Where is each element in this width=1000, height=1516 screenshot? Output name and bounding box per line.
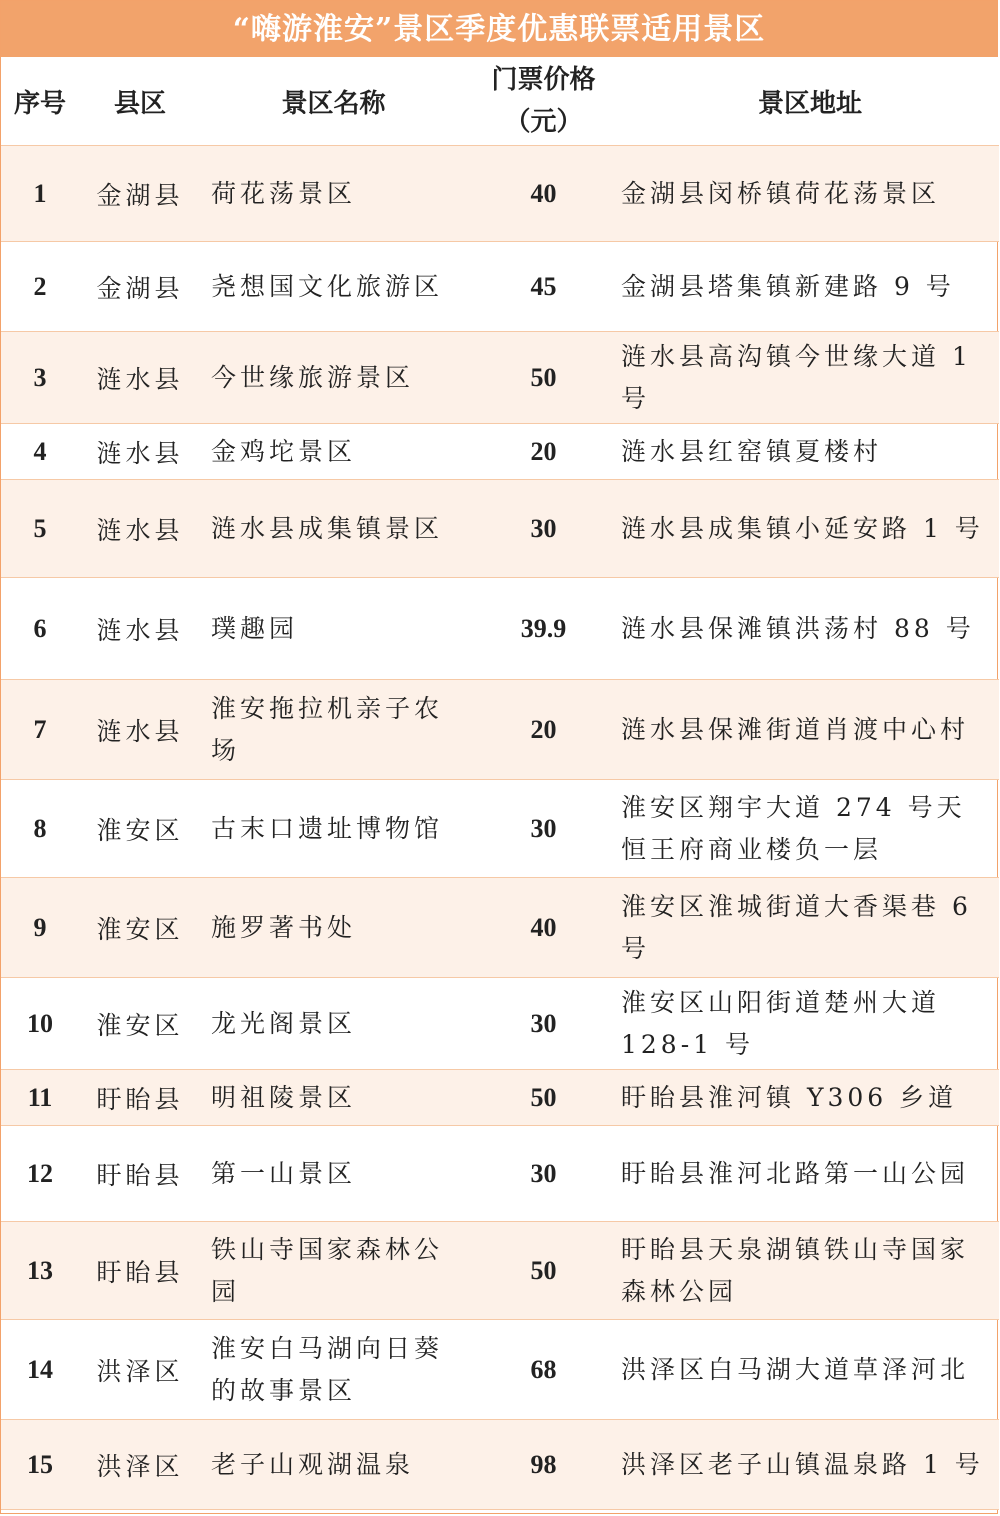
table-row [1,332,999,424]
row-county: 涟水县 [79,332,201,424]
row-price: 50 [466,1070,621,1126]
row-no: 4 [1,424,79,480]
row-name: 古末口遗址博物馆 [201,780,466,878]
row-price: 98 [466,1420,621,1510]
row-price: 30 [466,1126,621,1222]
table-row [1,878,999,978]
row-name: 璞趣园 [201,578,466,680]
row-price: 50 [466,332,621,424]
table-row [1,1320,999,1420]
row-price: 68 [466,1320,621,1420]
table-row [1,680,999,780]
table-row [1,978,999,1070]
row-name: 龙光阁景区 [201,978,466,1070]
row-no: 5 [1,480,79,578]
row-no: 14 [1,1320,79,1420]
row-name: 涟水县成集镇景区 [201,480,466,578]
row-address: 涟水县高沟镇今世缘大道 1 号 [621,332,999,424]
row-name: 荷花荡景区 [201,146,466,242]
row-price: 40 [466,878,621,978]
row-address: 盱眙县淮河镇 Y306 乡道 [621,1070,999,1126]
row-address: 淮安区淮城街道大香渠巷 6 号 [621,878,999,978]
row-price: 30 [466,978,621,1070]
row-no: 3 [1,332,79,424]
row-no: 6 [1,578,79,680]
row-name: 铁山寺国家森林公园 [201,1222,466,1320]
row-county: 洪泽区 [79,1320,201,1420]
table-header-row [1,57,999,146]
row-name: 今世缘旅游景区 [201,332,466,424]
row-address: 涟水县保滩街道肖渡中心村 [621,680,999,780]
header-address: 景区地址 [621,57,999,146]
row-county: 淮安区 [79,878,201,978]
row-address: 淮安区翔宇大道 274 号天恒王府商业楼负一层 [621,780,999,878]
row-county: 涟水县 [79,424,201,480]
row-name: 施罗著书处 [201,878,466,978]
row-county: 盱眙县 [79,1070,201,1126]
row-county: 淮安区 [79,978,201,1070]
row-address: 金湖县闵桥镇荷花荡景区 [621,146,999,242]
row-county: 洪泽区 [79,1420,201,1510]
row-price: 30 [466,780,621,878]
row-address: 淮安区山阳街道楚州大道 128-1 号 [621,978,999,1070]
row-address: 涟水县成集镇小延安路 1 号 [621,480,999,578]
table-row [1,780,999,878]
row-no: 2 [1,242,79,332]
row-name: 明祖陵景区 [201,1070,466,1126]
header-price [466,57,621,146]
row-address: 盱眙县天泉湖镇铁山寺国家森林公园 [621,1222,999,1320]
row-name: 第一山景区 [201,1126,466,1222]
table-row [1,1126,999,1222]
row-no: 11 [1,1070,79,1126]
table-row [1,1222,999,1320]
row-price: 45 [466,242,621,332]
row-county: 涟水县 [79,480,201,578]
row-county: 涟水县 [79,680,201,780]
row-county: 淮安区 [79,780,201,878]
table-row [1,146,999,242]
row-address: 涟水县保滩镇洪荡村 88 号 [621,578,999,680]
row-no: 10 [1,978,79,1070]
table-row [1,480,999,578]
table-row [1,424,999,480]
table-row [1,578,999,680]
row-county: 盱眙县 [79,1222,201,1320]
table-row [1,1070,999,1126]
row-address: 盱眙县淮河北路第一山公园 [621,1126,999,1222]
row-address: 洪泽区白马湖大道草泽河北 [621,1320,999,1420]
row-address: 洪泽区老子山镇温泉路 1 号 [621,1420,999,1510]
row-name: 尧想国文化旅游区 [201,242,466,332]
row-price: 50 [466,1222,621,1320]
row-no: 9 [1,878,79,978]
row-county: 金湖县 [79,242,201,332]
row-no: 13 [1,1222,79,1320]
scenic-spot-table [1,57,999,1510]
row-price: 40 [466,146,621,242]
header-county: 县区 [79,57,201,146]
header-no: 序号 [1,57,79,146]
row-address: 金湖县塔集镇新建路 9 号 [621,242,999,332]
header-name: 景区名称 [201,57,466,146]
row-price: 20 [466,680,621,780]
row-no: 15 [1,1420,79,1510]
table-title: “嗨游淮安”景区季度优惠联票适用景区 [1,1,997,57]
row-name: 金鸡坨景区 [201,424,466,480]
table-row [1,1420,999,1510]
row-no: 1 [1,146,79,242]
row-no: 8 [1,780,79,878]
row-no: 7 [1,680,79,780]
row-county: 盱眙县 [79,1126,201,1222]
row-price: 20 [466,424,621,480]
header-price-line1: 门票价格 [491,65,596,95]
row-name: 淮安白马湖向日葵的故事景区 [201,1320,466,1420]
row-county: 涟水县 [79,578,201,680]
row-address: 涟水县红窑镇夏楼村 [621,424,999,480]
table-row [1,242,999,332]
row-price: 39.9 [466,578,621,680]
row-name: 淮安拖拉机亲子农场 [201,680,466,780]
row-price: 30 [466,480,621,578]
header-price-line2: （元） [504,107,583,137]
row-name: 老子山观湖温泉 [201,1420,466,1510]
row-no: 12 [1,1126,79,1222]
row-county: 金湖县 [79,146,201,242]
